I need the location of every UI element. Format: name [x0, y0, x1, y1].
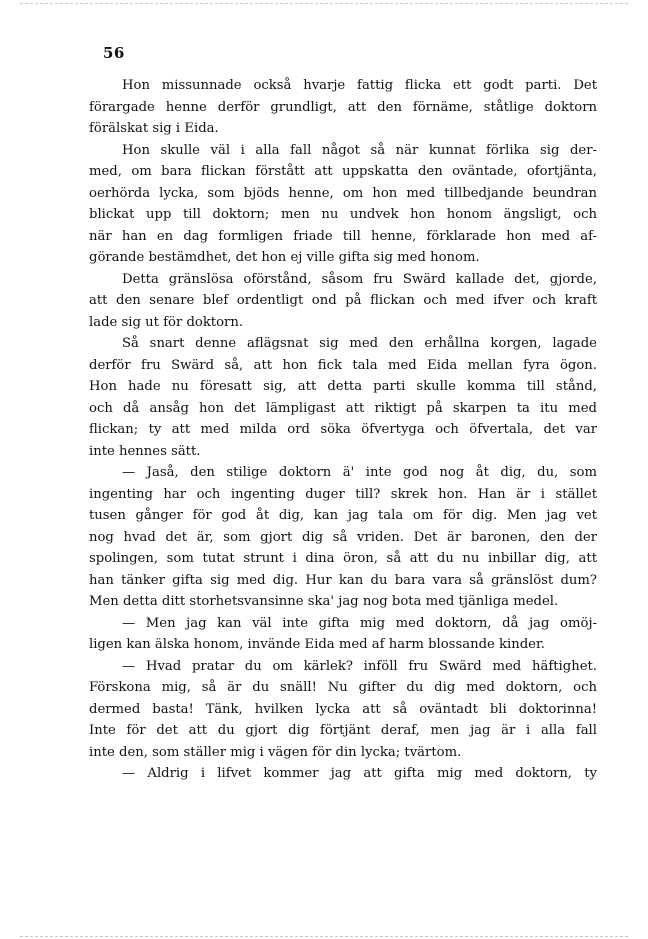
- page-number: 56: [103, 44, 125, 62]
- text-line: med, om bara flickan förstått att uppskatta den oväntade, ofortjänta,: [89, 164, 597, 179]
- text-line: — Jaså, den stilige doktorn ä' inte god nog åt dig, du, som: [122, 465, 597, 480]
- text-line: ingenting har och ingenting duger till? skrek hon. Han är i stället: [89, 486, 597, 502]
- text-line: nog hvad det är, som gjort dig så vriden. Det är baronen, den der: [89, 529, 597, 545]
- text-line: blickat upp till doktorn; men nu undvek hon honom ängsligt, och: [89, 207, 597, 222]
- text-line: flickan; ty att med milda ord söka öfvertyga och öfvertala, det var: [89, 422, 597, 437]
- text-line: Förskona mig, så är du snäll! Nu gifter du dig med doktorn, och: [89, 680, 597, 695]
- top-scan-edge: [20, 3, 628, 4]
- text-line: när han en dag formligen friade till henne, förklarade hon med af-: [89, 228, 597, 244]
- text-line: Detta gränslösa oförstånd, såsom fru Swärd kallade det, gjorde,: [122, 271, 597, 287]
- text-line: derför fru Swärd så, att hon fick tala med Eida mellan fyra ögon.: [89, 357, 597, 373]
- text-line: ligen kan älska honom, invände Eida med af harm blossande kinder.: [89, 637, 546, 652]
- text-line: spolingen, som tutat strunt i dina öron, så att du nu inbillar dig, att: [89, 551, 597, 566]
- paragraph-3: [89, 269, 597, 334]
- paragraph-1: [89, 75, 597, 140]
- text-line: Hon hade nu föresatt sig, att detta parti skulle komma till stånd,: [89, 379, 597, 394]
- text-line: förälskat sig i Eida.: [89, 121, 219, 136]
- text-line: oerhörda lycka, som bjöds henne, om hon med tillbedjande beundran: [89, 185, 597, 201]
- paragraph-8: [89, 763, 597, 785]
- text-line: tusen gånger för god åt dig, kan jag tala om för dig. Men jag vet: [89, 508, 597, 523]
- text-line: lade sig ut för doktorn.: [89, 314, 244, 330]
- text-line: Men detta ditt storhetsvansinne ska' jag nog bota med tjänliga medel.: [89, 594, 559, 609]
- text-line: Hon skulle väl i alla fall något så när kunnat förlika sig der-: [122, 142, 597, 158]
- text-line: att den senare blef ordentligt ond på flickan och med ifver och kraft: [89, 293, 597, 308]
- text-line: — Men jag kan väl inte gifta mig med doktorn, då jag omöj-: [122, 615, 597, 631]
- bottom-scan-edge: [20, 936, 628, 937]
- text-line: Inte för det att du gjort dig förtjänt deraf, men jag är i alla fall: [89, 723, 597, 738]
- paragraph-5: [89, 462, 597, 613]
- text-line: han tänker gifta sig med dig. Hur kan du bara vara så gränslöst dum?: [89, 572, 597, 588]
- text-line: — Hvad pratar du om kärlek? inföll fru Swärd med häftighet.: [122, 658, 597, 674]
- text-line: görande bestämdhet, det hon ej ville gifta sig med honom.: [89, 250, 480, 265]
- paragraph-6: [89, 613, 597, 656]
- text-line: inte hennes sätt.: [89, 443, 201, 459]
- paragraph-2: [89, 140, 597, 269]
- text-line: dermed basta! Tänk, hvilken lycka att så oväntadt bli doktorinna!: [89, 701, 597, 717]
- text-line: förargade henne derför grundligt, att den förnäme, ståtlige doktorn: [89, 99, 597, 115]
- text-line: och då ansåg hon det lämpligast att riktigt på skarpen ta itu med: [89, 400, 597, 416]
- text-line: inte den, som ställer mig i vägen för din lycka; tvärtom.: [89, 744, 462, 760]
- text-line: Så snart denne aflägsnat sig med den erhållna korgen, lagade: [122, 336, 597, 351]
- paragraph-7: [89, 656, 597, 764]
- body-text: [89, 75, 597, 785]
- paragraph-4: [89, 333, 597, 462]
- text-line: Hon missunnade också hvarje fattig flicka ett godt parti. Det: [122, 78, 597, 93]
- text-line: — Aldrig i lifvet kommer jag att gifta mig med doktorn, ty: [122, 766, 597, 781]
